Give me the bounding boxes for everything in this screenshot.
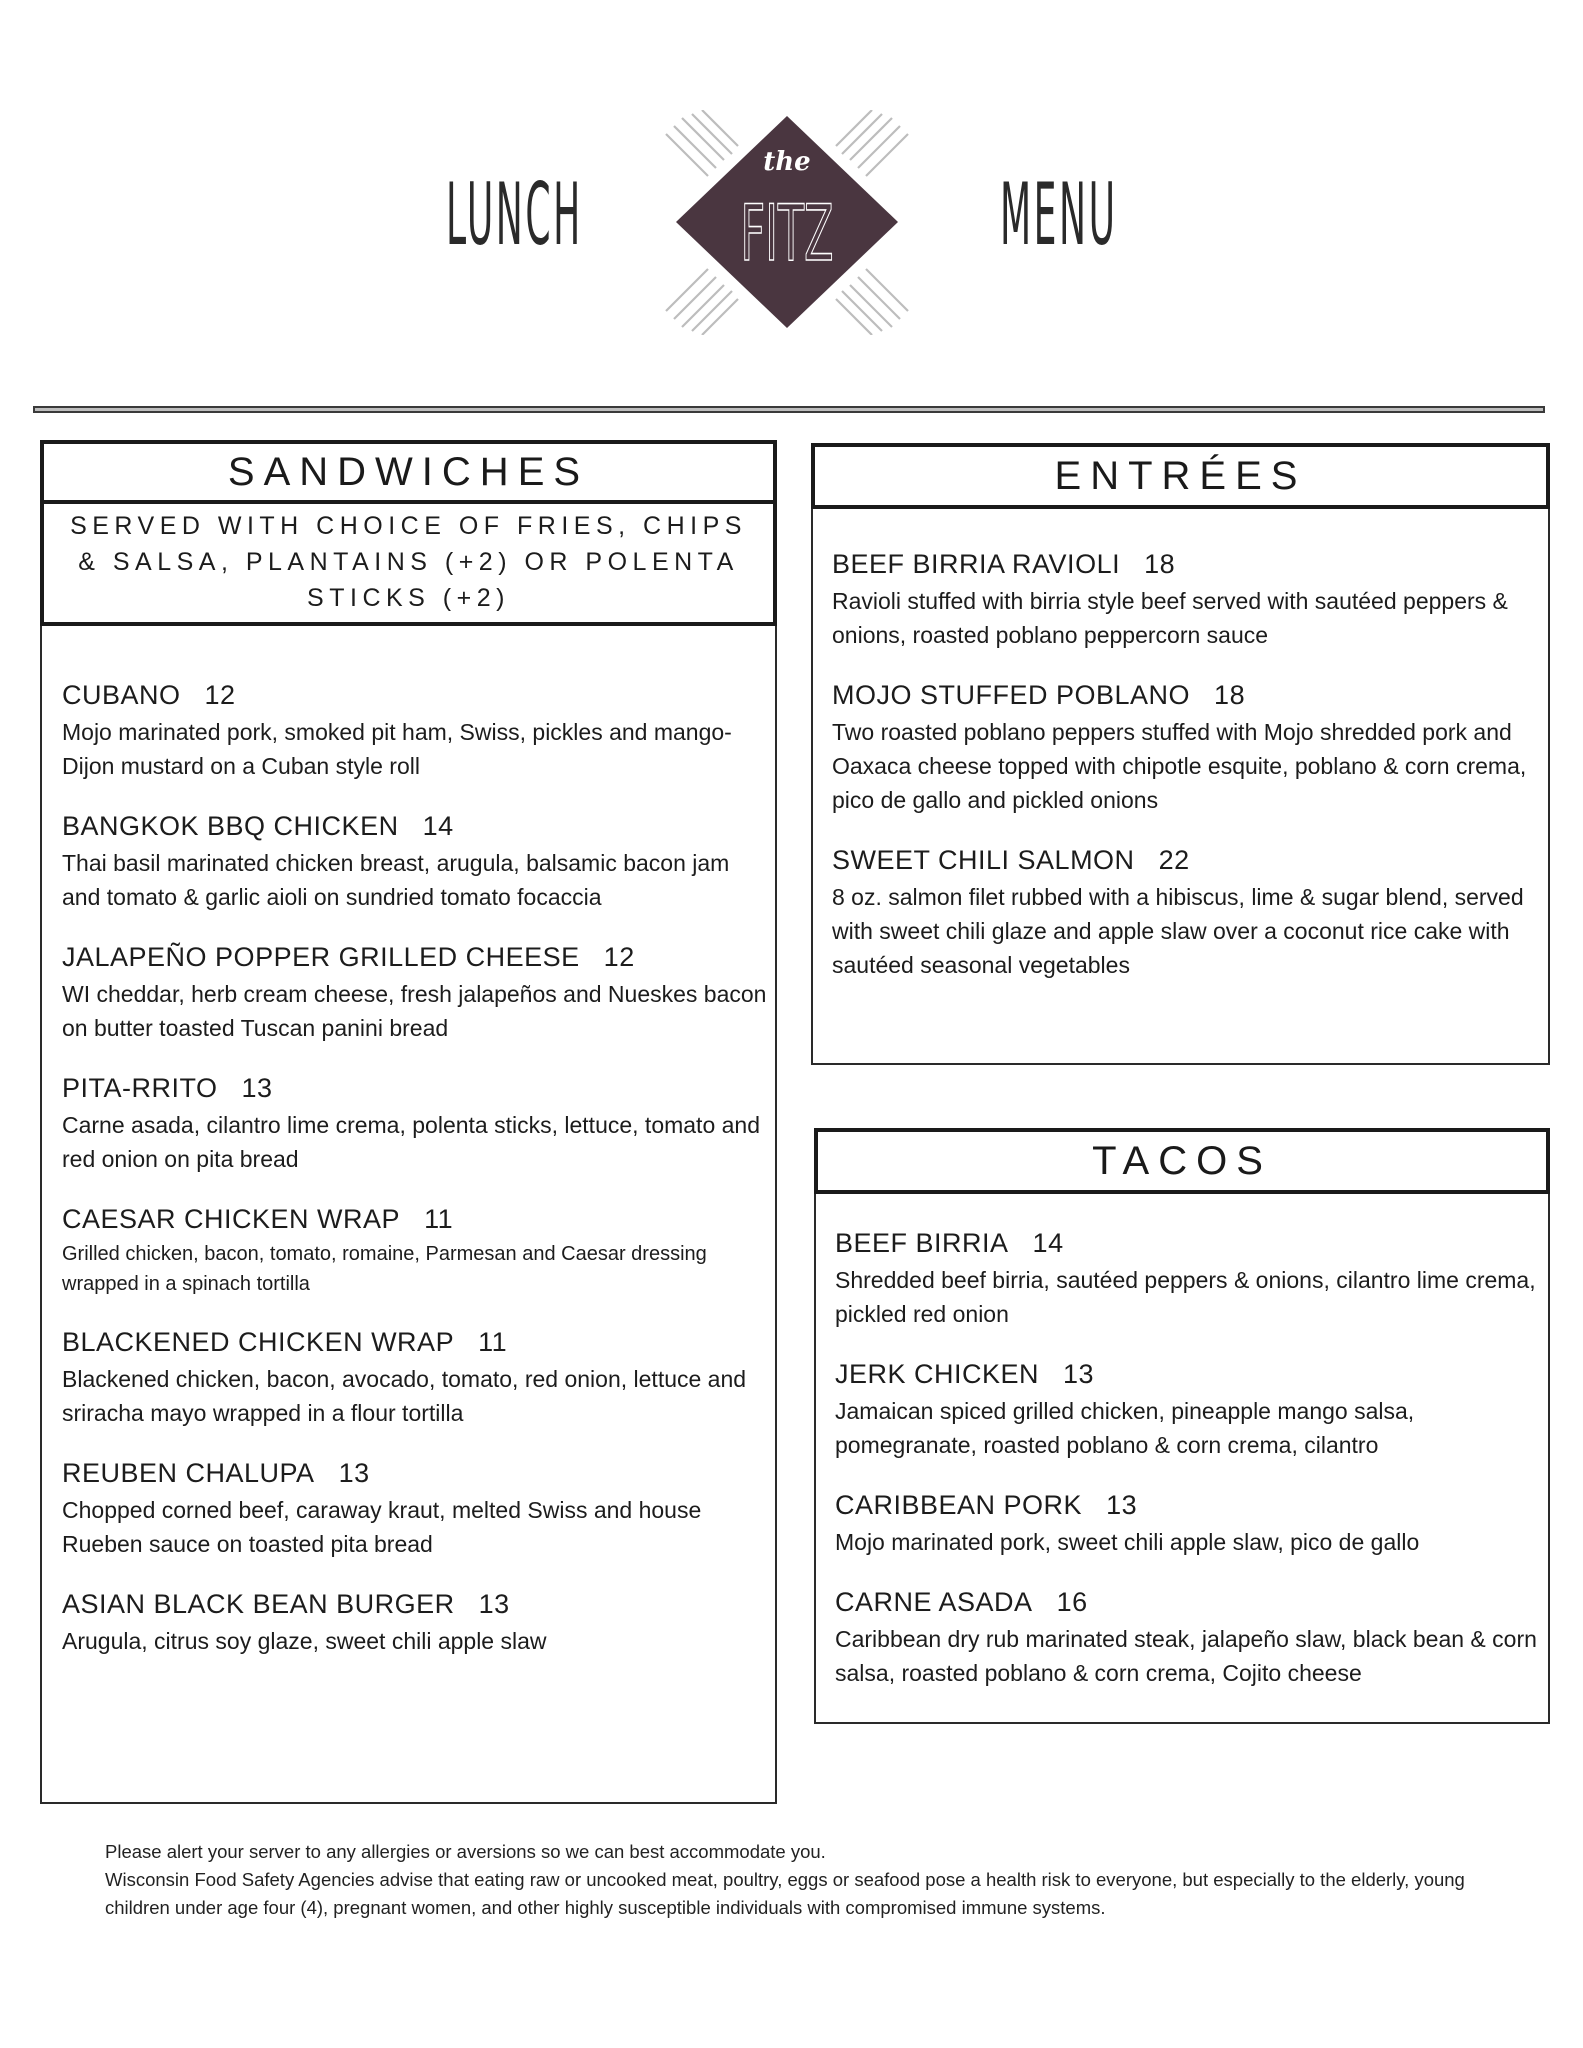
food-safety-notice: Wisconsin Food Safety Agencies advise that eating raw or uncooked meat, poultry, eggs or seafood pose a health risk to everyone, but especially to the elderly, young children under age four (4), pregnant women, and other highly susceptible individuals with compromised immune systems. [105, 1869, 1465, 1918]
menu-item [62, 1587, 772, 1658]
item-name: REUBEN CHALUPA [62, 1458, 315, 1488]
item-name: MOJO STUFFED POBLANO [832, 680, 1191, 710]
item-price: 18 [1144, 549, 1176, 579]
sandwiches-list [62, 678, 772, 1684]
menu-item [835, 1357, 1547, 1462]
item-name: CARIBBEAN PORK [835, 1490, 1083, 1520]
menu-item [62, 678, 772, 783]
logo-small-text: the [763, 147, 811, 177]
sandwiches-subtitle: SERVED WITH CHOICE OF FRIES, CHIPS & SALSA, PLANTAINS (+2) OR POLENTA STICKS (+2) [40, 502, 777, 626]
item-description: Caribbean dry rub marinated steak, jalapeño slaw, black bean & corn salsa, roasted poblano & corn crema, Cojito cheese [835, 1626, 1537, 1686]
item-price: 14 [422, 811, 454, 841]
item-description: Mojo marinated pork, sweet chili apple slaw, pico de gallo [835, 1529, 1420, 1555]
item-description: Arugula, citrus soy glaze, sweet chili apple slaw [62, 1628, 547, 1654]
item-name: CAESAR CHICKEN WRAP [62, 1204, 401, 1234]
allergy-notice: Please alert your server to any allergies or aversions so we can best accommodate you. [105, 1841, 826, 1862]
menu-item [62, 1325, 772, 1430]
item-name: BEEF BIRRIA [835, 1228, 1009, 1258]
menu-item [832, 547, 1544, 652]
item-price: 22 [1158, 845, 1190, 875]
item-price: 12 [603, 942, 635, 972]
logo-big-text: FITZ [740, 188, 834, 279]
item-price: 14 [1032, 1228, 1064, 1258]
item-name: BANGKOK BBQ CHICKEN [62, 811, 399, 841]
item-price: 13 [1106, 1490, 1138, 1520]
menu-item [62, 1456, 772, 1561]
item-price: 18 [1214, 680, 1246, 710]
menu-item [835, 1226, 1547, 1331]
item-price: 13 [338, 1458, 370, 1488]
item-description: Jamaican spiced grilled chicken, pineapple mango salsa, pomegranate, roasted poblano & corn crema, cilantro [835, 1398, 1415, 1458]
entrees-list [832, 547, 1544, 1008]
item-price: 13 [478, 1589, 510, 1619]
item-description: Chopped corned beef, caraway kraut, melted Swiss and house Rueben sauce on toasted pita bread [62, 1497, 702, 1557]
item-description: 8 oz. salmon filet rubbed with a hibiscus, lime & sugar blend, served with sweet chili glaze and apple slaw over a coconut rice cake with sautéed seasonal vegetables [832, 884, 1524, 978]
item-name: BEEF BIRRIA RAVIOLI [832, 549, 1121, 579]
item-price: 11 [424, 1204, 454, 1234]
entrees-section [811, 443, 1550, 1065]
item-price: 13 [241, 1073, 273, 1103]
allergy-disclaimer [105, 1838, 1505, 1922]
tacos-title: TACOS [814, 1128, 1550, 1194]
item-description: Two roasted poblano peppers stuffed with Mojo shredded pork and Oaxaca cheese topped with chipotle esquite, poblano & corn crema, pico de gallo and pickled onions [832, 719, 1527, 813]
tacos-section [814, 1128, 1550, 1724]
item-name: PITA-RRITO [62, 1073, 218, 1103]
item-price: 13 [1063, 1359, 1095, 1389]
menu-item [832, 843, 1544, 982]
item-description: WI cheddar, herb cream cheese, fresh jalapeños and Nueskes bacon on butter toasted Tuscan panini bread [62, 981, 767, 1041]
menu-item [832, 678, 1544, 817]
tacos-list [835, 1226, 1547, 1716]
menu-item [835, 1585, 1547, 1690]
item-description: Ravioli stuffed with birria style beef served with sautéed peppers & onions, roasted poblano peppercorn sauce [832, 588, 1508, 648]
item-description: Blackened chicken, bacon, avocado, tomato, red onion, lettuce and sriracha mayo wrapped in a flour tortilla [62, 1366, 747, 1426]
entrees-title: ENTRÉES [811, 443, 1550, 509]
item-description: Grilled chicken, bacon, tomato, romaine, Parmesan and Caesar dressing wrapped in a spinach tortilla [62, 1243, 707, 1295]
item-name: BLACKENED CHICKEN WRAP [62, 1327, 455, 1357]
item-price: 11 [478, 1327, 508, 1357]
header-lunch-word: LUNCH [446, 165, 583, 265]
sandwiches-title: SANDWICHES [40, 440, 777, 504]
sandwiches-section [40, 440, 777, 1804]
menu-item [62, 1202, 772, 1299]
item-price: 12 [204, 680, 236, 710]
item-name: JALAPEÑO POPPER GRILLED CHEESE [62, 942, 580, 972]
menu-item [62, 809, 772, 914]
item-description: Thai basil marinated chicken breast, arugula, balsamic bacon jam and tomato & garlic aioli on sundried tomato focaccia [62, 850, 730, 910]
menu-item [62, 1071, 772, 1176]
menu-item [62, 940, 772, 1045]
item-name: JERK CHICKEN [835, 1359, 1040, 1389]
item-description: Carne asada, cilantro lime crema, polenta sticks, lettuce, tomato and red onion on pita bread [62, 1112, 761, 1172]
header-divider [33, 406, 1545, 413]
fitz-logo [662, 110, 912, 335]
item-name: ASIAN BLACK BEAN BURGER [62, 1589, 455, 1619]
menu-item [835, 1488, 1547, 1559]
item-description: Mojo marinated pork, smoked pit ham, Swiss, pickles and mango-Dijon mustard on a Cuban style roll [62, 719, 732, 779]
item-name: SWEET CHILI SALMON [832, 845, 1135, 875]
item-name: CUBANO [62, 680, 181, 710]
header-menu-word: MENU [1000, 165, 1118, 265]
item-price: 16 [1056, 1587, 1088, 1617]
item-description: Shredded beef birria, sautéed peppers & onions, cilantro lime crema, pickled red onion [835, 1267, 1536, 1327]
item-name: CARNE ASADA [835, 1587, 1033, 1617]
